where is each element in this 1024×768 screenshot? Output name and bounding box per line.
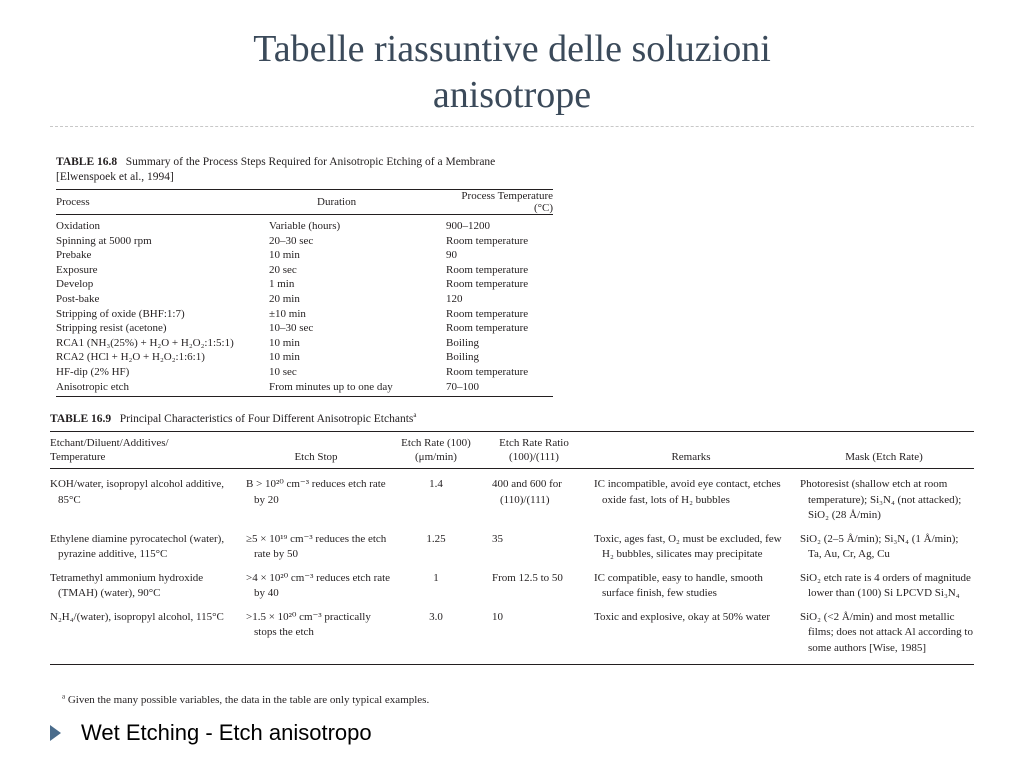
etchant-cell: Tetramethyl ammonium hydroxide (TMAH) (water), 90°C	[50, 571, 204, 599]
table-16-9-bottom-rule	[50, 664, 974, 665]
mask-cell: SiO₂ (<2 Å/min) and most metallic films; does not attack Al according to some authors [Wise, 1985]	[800, 610, 973, 654]
table-row	[56, 350, 553, 365]
table-row	[56, 292, 553, 307]
slide-title-line2: anisotrope	[432, 74, 592, 116]
table-16-9-caption	[50, 412, 974, 427]
table-row	[56, 365, 553, 380]
duration-cell: 20–30 sec	[269, 234, 314, 247]
duration-cell: 10 min	[269, 351, 300, 364]
header-text: Etch Rate Ratio	[499, 437, 569, 449]
duration-cell: 10 min	[269, 336, 300, 349]
table-16-8-source: [Elwenspoek et al., 1994]	[56, 171, 174, 183]
etch-rate-cell: 1.25	[426, 532, 446, 545]
etch-stop-cell: >1.5 × 10²⁰ cm⁻³ practically stops the etch	[246, 610, 371, 638]
table-16-9-title: Principal Characteristics of Four Different Anisotropic Etchants	[119, 413, 414, 425]
column-header-etchant	[50, 432, 240, 468]
temperature-cell: Room temperature	[446, 365, 529, 378]
table-row	[50, 469, 974, 532]
process-cell: Spinning at 5000 rpm	[56, 234, 152, 247]
temperature-cell: Room temperature	[446, 234, 529, 247]
table-footnote	[62, 694, 429, 706]
table-row	[56, 321, 553, 336]
footnote-text: Given the many possible variables, the data in the table are only typical examples.	[67, 694, 430, 706]
duration-cell: From minutes up to one day	[269, 380, 393, 393]
table-row	[56, 336, 553, 351]
temperature-cell: Room temperature	[446, 307, 529, 320]
etch-rate-cell: 3.0	[429, 610, 443, 623]
slide-title	[100, 26, 924, 118]
column-header: Duration	[317, 196, 357, 208]
temperature-cell: Boiling	[446, 351, 480, 364]
etch-rate-cell: 1.4	[429, 478, 443, 490]
temperature-cell: Room temperature	[446, 263, 529, 276]
temperature-cell: 90	[446, 249, 457, 262]
slide-title-line1: Tabelle riassuntive delle soluzioni	[253, 28, 771, 70]
duration-cell: 10–30 sec	[269, 322, 314, 335]
table-header-row	[50, 432, 974, 468]
process-cell: HF-dip (2% HF)	[56, 365, 130, 378]
duration-cell: 10 min	[269, 249, 300, 262]
table-row	[56, 248, 553, 263]
process-cell: Develop	[56, 278, 94, 291]
etchant-cell: N₂H₄/(water), isopropyl alcohol, 115°C	[50, 610, 224, 623]
etch-ratio-cell: 400 and 600 for (110)/(111)	[492, 478, 562, 506]
temperature-cell: Room temperature	[446, 278, 529, 291]
duration-cell: 1 min	[269, 278, 295, 291]
table-16-8-caption	[56, 155, 553, 185]
table-row	[50, 571, 974, 610]
etch-stop-cell: ≥5 × 10¹⁹ cm⁻³ reduces the etch rate by 50	[246, 532, 387, 560]
table-16-9-caption-mark: a	[413, 411, 417, 420]
etch-stop-cell: B > 10²⁰ cm⁻³ reduces etch rate by 20	[246, 478, 386, 506]
process-cell: RCA1 (NH₃(25%) + H₂O + H₂O₂:1:5:1)	[56, 336, 234, 349]
table-16-9	[50, 412, 974, 665]
header-text: Etchant/Diluent/Additives/	[50, 437, 169, 449]
header-text: Temperature	[50, 451, 106, 463]
bullet-text: Wet Etching - Etch anisotropo	[81, 720, 372, 745]
table-16-9-label: TABLE 16.9	[50, 413, 112, 425]
table-16-8-title: Summary of the Process Steps Required for Anisotropic Etching of a Membrane	[125, 156, 496, 168]
table-row	[56, 380, 553, 395]
etch-rate-cell: 1	[433, 571, 439, 584]
temperature-cell: Boiling	[446, 336, 480, 349]
process-cell: Stripping of oxide (BHF:1:7)	[56, 307, 185, 320]
duration-cell: 20 sec	[269, 263, 297, 276]
etch-ratio-cell: 35	[492, 532, 503, 545]
table-16-8	[56, 155, 553, 397]
table-16-8-grid	[56, 190, 553, 394]
table-row	[56, 263, 553, 278]
title-divider	[50, 126, 974, 127]
temperature-cell: 120	[446, 292, 463, 305]
etch-stop-cell: >4 × 10²⁰ cm⁻³ reduces etch rate by 40	[246, 571, 391, 599]
header-text: Etch Rate (100)	[401, 437, 471, 449]
temperature-cell: 70–100	[446, 380, 479, 393]
process-cell: Post-bake	[56, 292, 100, 305]
column-header: Process	[56, 196, 90, 208]
duration-cell: 20 min	[269, 292, 300, 305]
table-16-8-bottom-rule	[56, 396, 553, 397]
table-header-row	[56, 190, 553, 214]
duration-cell: Variable (hours)	[269, 220, 341, 232]
remarks-cell: Toxic and explosive, okay at 50% water	[594, 610, 771, 623]
temperature-cell: 900–1200	[446, 220, 490, 232]
table-16-9-grid	[50, 432, 974, 664]
process-cell: Exposure	[56, 263, 98, 276]
column-header-mask: Mask (Etch Rate)	[845, 451, 923, 463]
process-cell: Stripping resist (acetone)	[56, 322, 167, 335]
slide-bullet	[50, 720, 372, 746]
etchant-cell: Ethylene diamine pyrocatechol (water), pyrazine additive, 115°C	[50, 532, 225, 560]
triangle-bullet-icon	[50, 725, 61, 741]
table-row	[56, 277, 553, 292]
etch-ratio-cell: From 12.5 to 50	[492, 571, 563, 584]
table-16-8-label: TABLE 16.8	[56, 156, 118, 168]
remarks-cell: IC compatible, easy to handle, smooth surface finish, few studies	[594, 571, 763, 599]
etch-ratio-cell: 10	[492, 610, 503, 623]
process-cell: RCA2 (HCl + H₂O + H₂O₂:1:6:1)	[56, 351, 205, 364]
column-header-etch-rate	[392, 432, 480, 468]
mask-cell: SiO₂ etch rate is 4 orders of magnitude lower than (100) Si LPCVD Si₃N₄	[800, 571, 971, 599]
remarks-cell: IC incompatible, avoid eye contact, etches oxide fast, lots of H₂ bubbles	[594, 478, 781, 506]
table-row	[50, 532, 974, 571]
temperature-cell: Room temperature	[446, 322, 529, 335]
column-header: Process Temperature (°C)	[461, 190, 553, 214]
footnote-mark: a	[62, 692, 66, 701]
table-row	[56, 307, 553, 322]
duration-cell: 10 sec	[269, 365, 297, 378]
process-cell: Oxidation	[56, 220, 100, 232]
table-row	[56, 234, 553, 249]
etchant-cell: KOH/water, isopropyl alcohol additive, 85°C	[50, 478, 224, 506]
duration-cell: ±10 min	[269, 307, 306, 320]
process-cell: Anisotropic etch	[56, 380, 130, 393]
column-header-remarks: Remarks	[671, 451, 711, 463]
remarks-cell: Toxic, ages fast, O₂ must be excluded, few H₂ bubbles, silicates may precipitate	[594, 532, 782, 560]
table-row	[50, 610, 974, 665]
mask-cell: SiO₂ (2–5 Å/min); Si₃N₄ (1 Å/min); Ta, Au, Cr, Ag, Cu	[800, 532, 959, 560]
mask-cell: Photoresist (shallow etch at room temperature); Si₃N₄ (not attacked); SiO₂ (28 Å/min)	[800, 478, 962, 521]
header-text: (100)/(111)	[509, 451, 559, 463]
header-text: (μm/min)	[415, 451, 457, 463]
column-header-etch-ratio	[480, 432, 588, 468]
table-row	[56, 215, 553, 234]
column-header-etch-stop: Etch Stop	[294, 451, 338, 463]
process-cell: Prebake	[56, 249, 92, 262]
